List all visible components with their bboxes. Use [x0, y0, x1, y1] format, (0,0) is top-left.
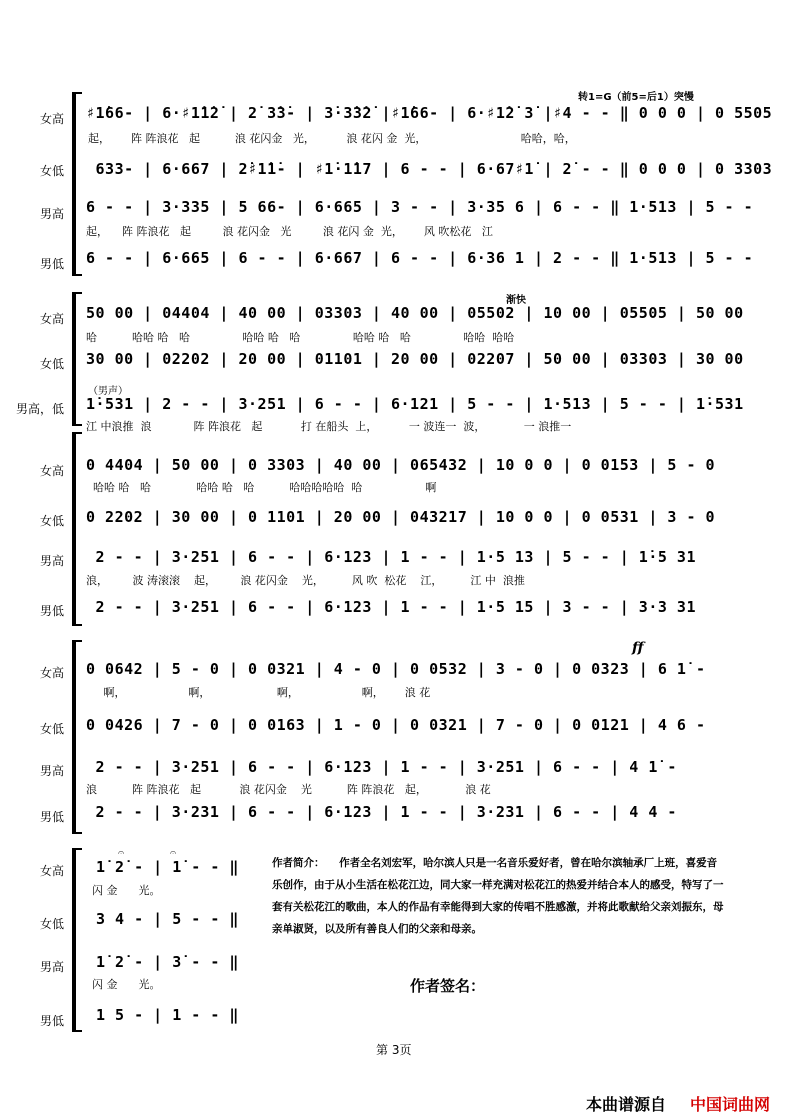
soprano-lyrics: 啊， 啊， 啊， 啊， 浪 花: [86, 686, 431, 699]
system-brace: [72, 848, 82, 1032]
bass-notes: 2 - - | 3·251 | 6 - - | 6·123 | 1 - - | 1·5 15 | 3 - - | 3·3 31: [86, 598, 696, 616]
alto-notes: 3 4 - | 5 - - ‖: [96, 910, 239, 928]
alto-notes: 30 00 | 02202 | 20 00 | 01101 | 20 00 | 02207 | 50 00 | 03303 | 30 00: [86, 350, 744, 368]
voice-label-alto: 女低: [40, 514, 65, 528]
bass-notes: 6 - - | 6·665 | 6 - - | 6·667 | 6 - - | 6·36 1 | 2 - - ‖ 1·513 | 5 - -: [86, 249, 754, 267]
soprano-lyrics: 起， 阵 阵浪花 起 浪 花闪金 光， 浪 花闪 金 光， 哈哈，哈，: [88, 132, 576, 145]
voice-label-alto: 女低: [40, 722, 65, 736]
tenor-lyrics: 起， 阵 阵浪花 起 浪 花闪金 光 浪 花闪 金 光， 风 吹松花 江: [86, 225, 493, 238]
voice-label-alto: 女低: [40, 164, 65, 178]
bass-notes: 1 5 - | 1 - - ‖: [96, 1006, 239, 1024]
soprano-notes: 0 0642 | 5 - 0 | 0 0321 | 4 - 0 | 0 0532 | 3 - 0 | 0 0323 | 6 1̇ -: [86, 660, 706, 678]
tenor-lyrics: 浪， 波 涛滚滚 起， 浪 花闪金 光， 风 吹 松花 江， 江 中 浪推: [86, 574, 525, 587]
tenor-bass-lyrics: 江 中浪推 浪 阵 阵浪花 起 打 在船头 上， 一 波连一 波， 一 浪推一: [86, 420, 572, 433]
tenor-lyrics: 浪 阵 阵浪花 起 浪 花闪金 光 阵 阵浪花 起， 浪 花: [86, 783, 491, 796]
alto-notes: 0 0426 | 7 - 0 | 0 0163 | 1 - 0 | 0 0321 | 7 - 0 | 0 0121 | 4 6 -: [86, 716, 706, 734]
fermata-mark: 𝄐: [170, 846, 177, 859]
author-signature: 作者签名：: [410, 977, 486, 995]
voice-label-bass: 男低: [40, 810, 65, 824]
bass-notes: 2 - - | 3·231 | 6 - - | 6·123 | 1 - - | 3·231 | 6 - - | 4 4 -: [86, 803, 677, 821]
voice-label-alto: 女低: [40, 917, 65, 931]
footer-site-link[interactable]: 中国词曲网: [690, 1095, 771, 1114]
voice-label-tenor-bass: 男高，低: [16, 402, 65, 416]
voice-label-tenor: 男高: [40, 960, 65, 974]
page-number: 第 3页: [376, 1043, 412, 1057]
voice-label-tenor: 男高: [40, 764, 65, 778]
tempo-mark: 转1=G（前5=后1）突慢: [578, 92, 694, 103]
soprano-notes: ♯1̇66- | 6·♯1̇1̇2̇ | 2̇ 3̇3̇- | 3̇·3̇3̇2̇ |♯1̇66- | 6·♯1̇2̇ 3̇ |♯4 - - ‖ 0 0 0 | 0 5505: [86, 104, 773, 122]
voice-label-soprano: 女高: [40, 864, 65, 878]
voice-label-bass: 男低: [40, 604, 65, 618]
voice-label-soprano: 女高: [40, 312, 65, 326]
tenor-notes: 2 - - | 3·251 | 6 - - | 6·123 | 1 - - | 1·5 13 | 5 - - | 1̇·5 31: [86, 548, 696, 566]
male-voice-marker: （男声）: [88, 386, 128, 397]
alto-notes: 0 2202 | 30 00 | 0 1101 | 20 00 | 043217 | 10 0 0 | 0 0531 | 3 - 0: [86, 508, 716, 526]
author-bio: [272, 852, 727, 940]
bio-text: 作者全名刘宏军，哈尔滨人只是一名音乐爱好者，曾在哈尔滨轴承厂上班，喜爱音乐创作，由于从小生活在松花江边，同大家一样充满对松花江的热爱并结合本人的感受，特写了一套有关松花江的歌曲，本人的作品有幸能得到大家的传唱不胜感激，并将此歌献给父亲刘振东，母亲单淑贤，以及所有善良人们的父亲和母亲。: [272, 857, 724, 935]
voice-label-soprano: 女高: [40, 464, 65, 478]
soprano-notes: 1̇ 2̇ - | 1̇ - - ‖: [96, 858, 239, 876]
tenor-notes: 6 - - | 3·335 | 5 66- | 6·665 | 3 - - | 3·35 6 | 6 - - ‖ 1·513 | 5 - -: [86, 198, 754, 216]
bio-label: 作者简介：: [272, 857, 325, 869]
system-brace: [72, 640, 82, 834]
dynamic-mark: ff: [632, 640, 644, 656]
fermata-mark: 𝄐: [118, 846, 125, 859]
tenor-notes: 1̇ 2̇ - | 3̇ - - ‖: [96, 953, 239, 971]
tenor-notes: 2 - - | 3·251 | 6 - - | 6·123 | 1 - - | 3·251 | 6 - - | 4 1̇ -: [86, 758, 677, 776]
voice-label-soprano: 女高: [40, 666, 65, 680]
soprano-notes: 0 4404 | 50 00 | 0 3303 | 40 00 | 065432 | 10 0 0 | 0 0153 | 5 - 0: [86, 456, 716, 474]
voice-label-alto: 女低: [40, 357, 65, 371]
tenor-bass-notes: 1̇·531 | 2 - - | 3·251 | 6 - - | 6·121 | 5 - - | 1·513 | 5 - - | 1̇·531: [86, 395, 744, 413]
soprano-lyrics: 闪 金 光。: [92, 884, 161, 897]
footer-source: 本曲谱源自: [586, 1095, 667, 1114]
soprano-lyrics: 哈 哈哈 哈 哈 哈哈 哈 哈 哈哈 哈 哈 哈哈 哈哈: [86, 331, 515, 344]
soprano-notes: 50 00 | 04404 | 40 00 | 03303 | 40 00 | 05502 | 10 00 | 05505 | 50 00: [86, 304, 744, 322]
voice-label-soprano: 女高: [40, 112, 65, 126]
soprano-lyrics: 哈哈 哈 哈 哈哈 哈 哈 哈哈哈哈哈 哈 啊: [86, 481, 437, 494]
alto-notes: 633- | 6·667 | 2̇♯1̇1̇- | ♯1̇·1̇17 | 6 - - | 6·67♯1̇ | 2̇ - - ‖ 0 0 0 | 0 3303: [86, 160, 773, 178]
voice-label-bass: 男低: [40, 257, 65, 271]
voice-label-bass: 男低: [40, 1014, 65, 1028]
voice-label-tenor: 男高: [40, 207, 65, 221]
system-brace: [72, 92, 82, 276]
system-brace: [72, 292, 82, 426]
tenor-lyrics: 闪 金 光。: [92, 978, 161, 991]
voice-label-tenor: 男高: [40, 554, 65, 568]
system-brace: [72, 432, 82, 626]
tempo-mark: 渐快: [506, 295, 526, 306]
